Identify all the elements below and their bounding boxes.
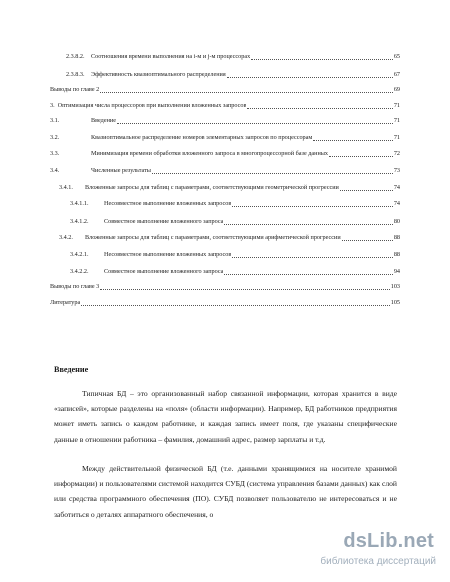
toc-entry-page: 65 xyxy=(393,53,400,60)
watermark-subtitle: библиотека диссертаций xyxy=(320,556,436,567)
paragraph-1: Типичная БД – это организованный набор связанной информации, которая хранится в виде «записей», которые разделены на «поля» (области информации). Например, БД работников предприятия может иметь запись о каждом работнике, и каждая запись имеет поля, где указаны специфические данные в отношении работника – фамилия, домашний адрес, размер зарплаты и т.д. xyxy=(54,389,397,444)
toc-entry-page: 94 xyxy=(393,268,400,275)
toc-entry[interactable] xyxy=(70,216,400,226)
toc-entry-number: 3.3. xyxy=(50,150,60,157)
toc-entry[interactable] xyxy=(50,165,400,175)
toc-entry-page: 69 xyxy=(393,86,400,93)
toc-entry[interactable] xyxy=(70,198,400,208)
toc-entry[interactable] xyxy=(70,249,400,259)
toc-dot-leader xyxy=(313,134,393,141)
toc-entry-title: Совместное выполнение вложенного запроса xyxy=(104,268,224,275)
toc-dot-leader xyxy=(329,150,393,157)
toc-entry-number: 3.4. xyxy=(50,167,60,174)
toc-entry-title: Оптимизация числа процессоров при выполнении вложенных запросов xyxy=(57,102,247,109)
toc-entry-number: 3.4.2. xyxy=(59,234,73,241)
toc-entry[interactable] xyxy=(70,266,400,276)
toc-entry-page: 73 xyxy=(393,167,400,174)
toc-entry-title: Вложенные запросы для таблиц с параметрами, соответствующими геометрической прогрессии xyxy=(85,184,339,191)
toc-dot-leader xyxy=(117,117,393,124)
toc-dot-leader xyxy=(81,299,390,306)
toc-entry-number: 3.4.2.1. xyxy=(70,251,89,258)
toc-entry-page: 105 xyxy=(390,299,400,306)
toc-entry-page: 71 xyxy=(393,134,400,141)
toc-dot-leader xyxy=(232,251,393,258)
toc-dot-leader xyxy=(224,268,392,275)
toc-entry-title: Несовместное выполнение вложенных запросов xyxy=(104,200,232,207)
toc-dot-leader xyxy=(342,234,393,241)
toc-entry-title: Соотношения времени выполнения на i-м и j-м процессорах xyxy=(91,53,251,60)
toc-entry-number: 3. xyxy=(50,102,55,109)
toc-dot-leader xyxy=(227,71,393,78)
toc-entry-title: Выводы по главе 2 xyxy=(50,86,100,93)
toc-entry-number: 3.4.1.2. xyxy=(70,218,89,225)
toc-entry-page: 88 xyxy=(393,251,400,258)
toc-entry-number: 3.2. xyxy=(50,134,60,141)
toc-entry[interactable] xyxy=(50,84,400,94)
section-heading: Введение xyxy=(54,365,89,374)
toc-entry-number: 2.3.8.2. xyxy=(66,53,85,60)
toc-dot-leader xyxy=(224,218,392,225)
toc-entry[interactable] xyxy=(50,100,400,110)
toc-entry-page: 72 xyxy=(393,150,400,157)
toc-entry-page: 103 xyxy=(390,283,400,290)
toc-entry[interactable] xyxy=(59,232,400,242)
toc-entry-number: 3.4.1.1. xyxy=(70,200,89,207)
toc-entry-page: 88 xyxy=(393,234,400,241)
toc-entry-page: 71 xyxy=(393,102,400,109)
toc-entry-title: Несовместное выполнение вложенных запросов xyxy=(104,251,232,258)
toc-entry-number: 2.3.8.3. xyxy=(66,71,85,78)
toc-dot-leader xyxy=(251,53,393,60)
toc-entry-title: Численные результаты xyxy=(91,167,151,174)
toc-dot-leader xyxy=(247,102,392,109)
toc-entry-number: 3.1. xyxy=(50,117,60,124)
toc-dot-leader xyxy=(232,200,393,207)
toc-entry-number: 3.4.2.2. xyxy=(70,268,89,275)
toc-entry-title: Введение xyxy=(91,117,116,124)
toc-entry[interactable] xyxy=(66,69,400,79)
toc-entry-title: Квазиоптимальное распределение номеров элементарных запросов по процессорам xyxy=(91,134,313,141)
toc-entry-title: Минимизация времени обработки вложенного запроса в многопроцессорной базе данных xyxy=(91,150,329,157)
toc-dot-leader xyxy=(100,283,390,290)
toc-entry-title: Литература xyxy=(50,299,81,306)
toc-entry-title: Совместное выполнение вложенного запроса xyxy=(104,218,224,225)
toc-entry-page: 74 xyxy=(393,200,400,207)
toc-entry-number: 3.4.1. xyxy=(59,184,73,191)
watermark xyxy=(302,530,442,574)
paragraph-2: Между действительной физической БД (т.е. данными хранящимися на носителе хранимой информации) и пользователями системой находится СУБД (система управления базами данных) как слой или средства программного обеспечения (ПО). СУБД позволяет пользователю не интересоваться и не заботиться о деталях аппаратного обеспечения, о xyxy=(54,464,397,519)
toc-entry[interactable] xyxy=(50,148,400,158)
toc-entry[interactable] xyxy=(50,297,400,307)
toc-entry[interactable] xyxy=(50,115,400,125)
toc-entry-page: 80 xyxy=(393,218,400,225)
watermark-logo: dsLib.net xyxy=(343,530,434,552)
toc-entry[interactable] xyxy=(50,132,400,142)
toc-entry-title: Эффективность квазиоптимального распределения xyxy=(91,71,226,78)
toc-dot-leader xyxy=(340,184,393,191)
toc-entry[interactable] xyxy=(50,281,400,291)
toc-entry[interactable] xyxy=(59,182,400,192)
toc-entry-page: 71 xyxy=(393,117,400,124)
toc-entry-page: 67 xyxy=(393,71,400,78)
toc-entry-page: 74 xyxy=(393,184,400,191)
toc-entry-title: Вложенные запросы для таблиц с параметрами, соответствующими арифметической прогрессии xyxy=(85,234,341,241)
toc-entry[interactable] xyxy=(66,51,400,61)
toc-dot-leader xyxy=(152,167,393,174)
toc-entry-title: Выводы по главе 3 xyxy=(50,283,100,290)
toc-dot-leader xyxy=(100,86,393,93)
